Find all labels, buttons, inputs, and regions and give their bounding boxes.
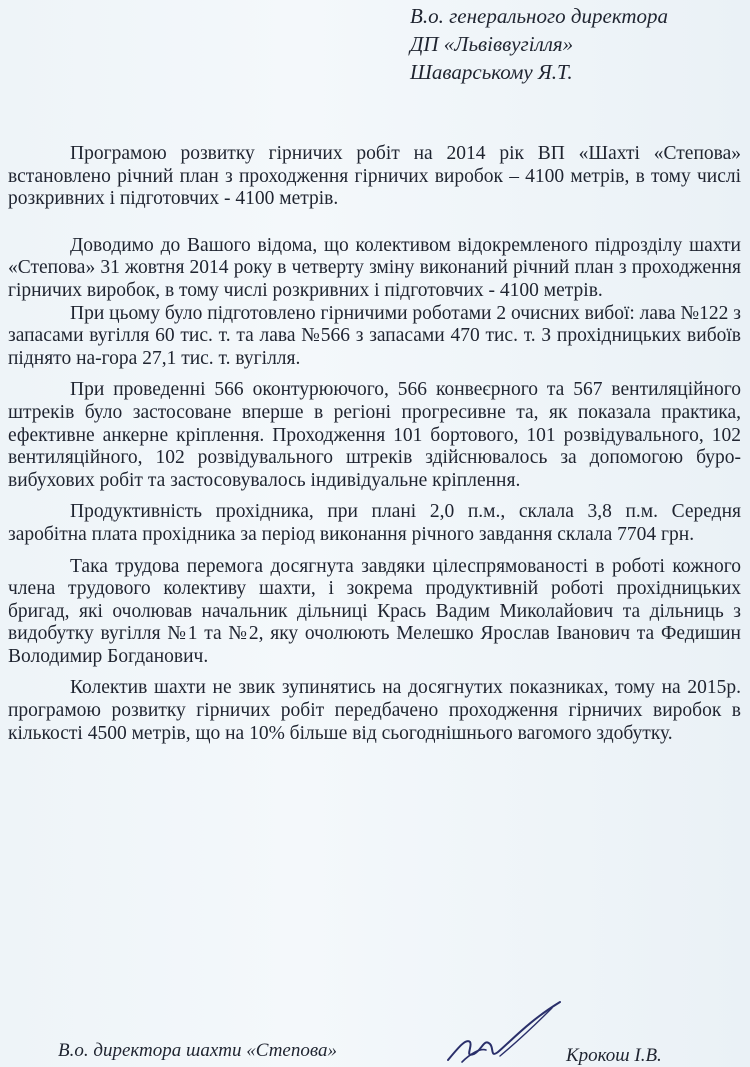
addressee-block [410, 2, 740, 86]
addressee-title: В.о. генерального директора [410, 4, 669, 28]
paragraph-productivity: Продуктивність прохідника, при плані 2,0 п.м., склала 3,8 п.м. Середня заробітна плата прохідника за період виконання річного завдання склала 7704 грн. [8, 501, 741, 545]
signatory-position: В.о. директора шахти «Степова» [58, 1040, 337, 1061]
paragraph-plan-completed: Доводимо до Вашого відома, що колективом відокремленого підрозділу шахти «Степова» 31 жовтня 2014 року в четверту зміну виконаний річний план з проходження гірничих виробок, в тому числі розкривних і підготовчих - 4100 метрів. [8, 234, 741, 301]
paragraph-roof-bolting: При проведенні 566 оконтурюючого, 566 конвеєрного та 567 вентиляційного штреків було застосоване вперше в регіоні прогресивне та, як показала практика, ефективне анкерне кріплення. Проходження 101 бортового, 101 розвідувального, 102 вентиляційного, 102 розвідувального штреків здійснювалось за допомогою буро-вибухових робіт та застосовувалось індивідуальне кріплення. [8, 379, 741, 491]
paragraph-faces-prepared: При цьому було підготовлено гірничими роботами 2 очисних вибої: лава №122 з запасами вугілля 60 тис. т. та лава №566 з запасами 470 тис. т. З прохідницьких вибоїв піднято на-гора 27,1 тис. т. вугілля. [8, 302, 741, 369]
addressee-organization: ДП «Львіввугілля» [410, 32, 574, 56]
signature-block [0, 1020, 750, 1067]
addressee-name: Шаварському Я.Т. [410, 60, 573, 84]
paragraph-future-plan: Колектив шахти не звик зупинятись на досягнутих показниках, тому на 2015р. програмою розвитку гірничих робіт передбачено проходження гірничих виробок в кількості 4500 метрів, що на 10% більше від сьогоднішнього вагомого здобутку. [8, 677, 741, 744]
letter-body [8, 143, 741, 745]
paragraph-team-achievement: Така трудова перемога досягнута завдяки цілеспрямованості в роботі кожного члена трудового колективу шахти, і зокрема продуктивній роботі прохідницьких бригад, які очолював начальник дільниці Крась Вадим Миколайович та дільниць з видобутку вугілля №1 та №2, яку очолюють Мелешко Ярослав Іванович та Федишин Володимир Богданович. [8, 555, 741, 667]
signatory-name: Крокош І.В. [566, 1045, 662, 1066]
handwritten-signature-icon [440, 998, 570, 1066]
paragraph-annual-plan: Програмою розвитку гірничих робіт на 2014 рік ВП «Шахті «Степова» встановлено річний план з проходження гірничих виробок – 4100 метрів, в тому числі розкривних і підготовчих - 4100 метрів. [8, 143, 741, 210]
